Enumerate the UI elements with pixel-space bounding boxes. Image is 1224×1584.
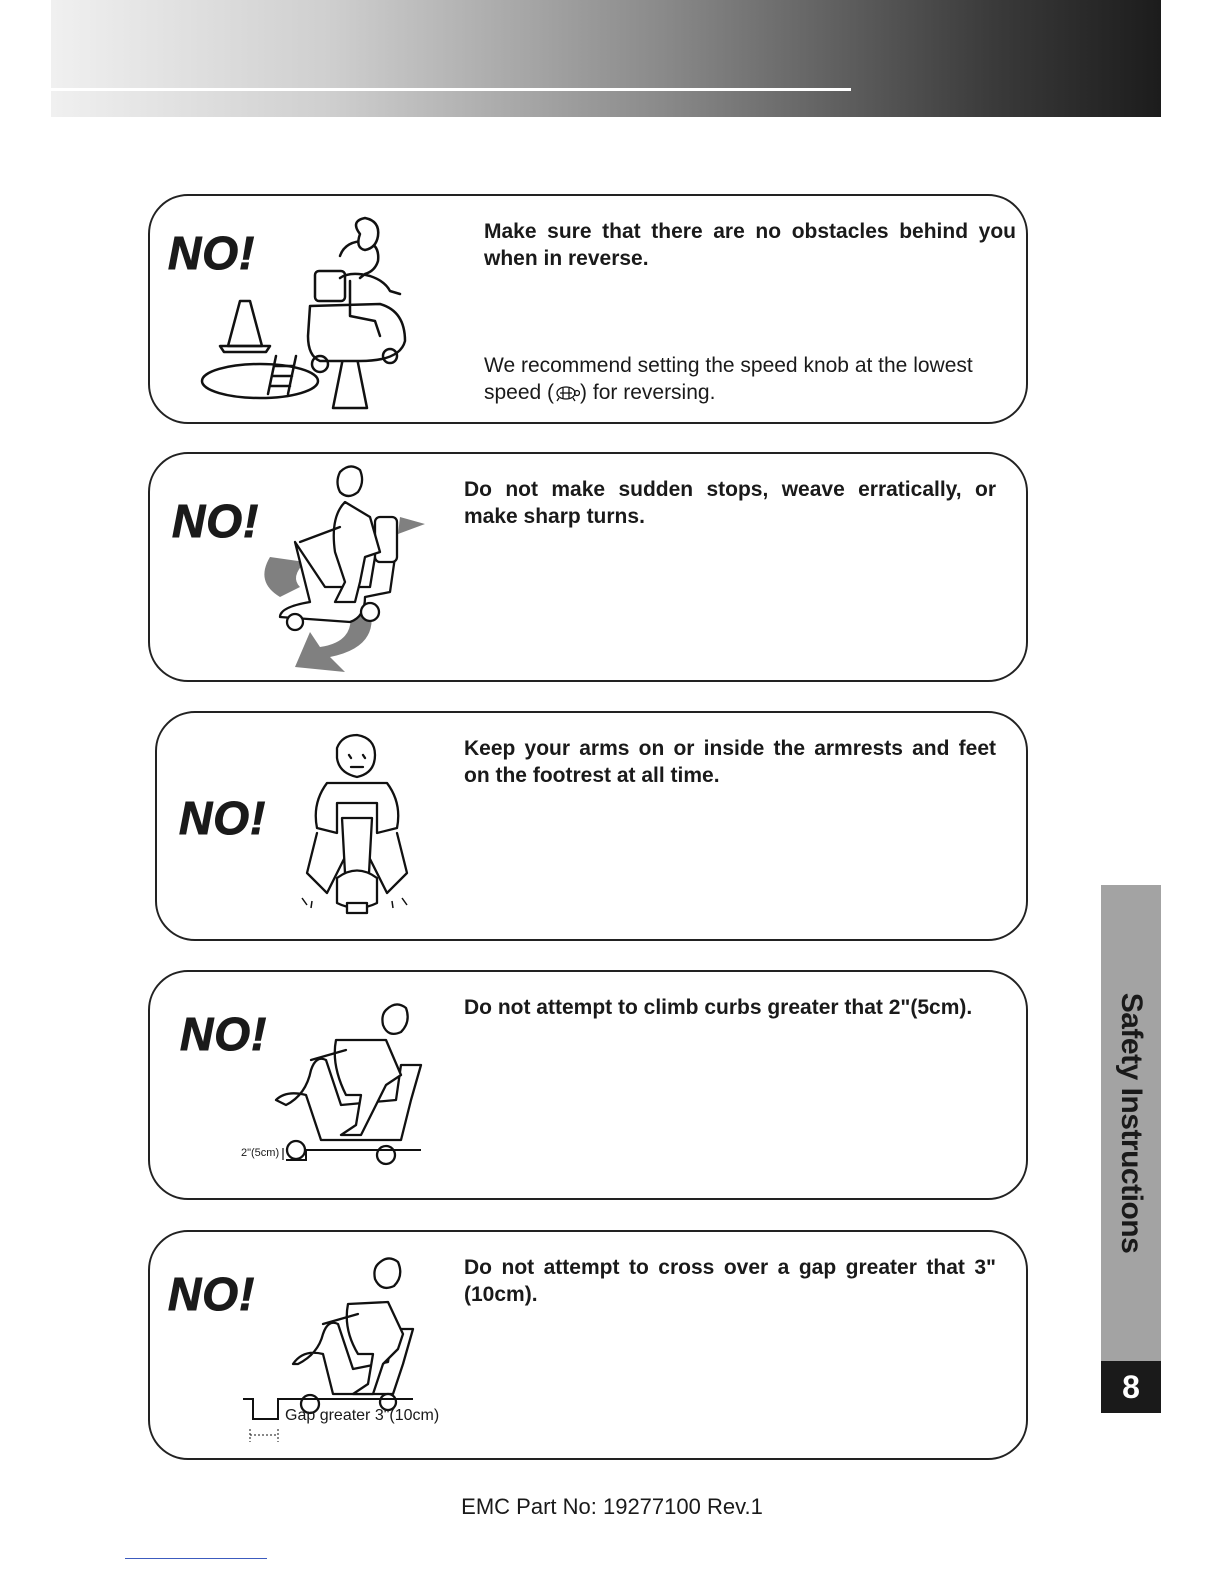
note-text-after: ) for reversing. [580,381,716,404]
no-badge: NO! [168,1268,256,1320]
warning-card-turns [148,452,1028,682]
warning-card-gap [148,1230,1028,1460]
header-divider [51,88,851,91]
no-badge: NO! [180,1008,268,1060]
curb-height-label: 2"(5cm) [241,1147,280,1159]
gap-label: Gap greater 3"(10cm) [285,1407,440,1424]
warning-text: Do not attempt to climb curbs greater that 2"(5cm). [464,996,973,1019]
warning-card-reverse [148,194,1028,424]
warning-text: Make sure that there are no obstacles behind you when in reverse. [484,220,1016,270]
note-text-before: We recommend setting the speed knob at the lowest speed ( [484,354,973,404]
no-badge: NO! [168,227,256,279]
warning-card-curbs [148,970,1028,1200]
section-title: Safety Instructions [1115,992,1148,1254]
no-badge: NO! [179,792,267,844]
sharp-turn-scooter-illustration [250,462,430,677]
header-band [51,0,1161,117]
curb-scooter-illustration [236,1000,426,1170]
warning-text: Keep your arms on or inside the armrests and feet on the footrest at all time. [464,737,996,787]
warning-text: Do not attempt to cross over a gap greater that 3"(10cm). [464,1256,996,1306]
footer-part-number: EMC Part No: 19277100 Rev.1 [461,1494,763,1519]
turtle-icon [554,383,580,403]
reverse-scooter-illustration [200,216,430,416]
warning-text: Do not make sudden stops, weave erratically, or make sharp turns. [464,478,996,528]
footer-underline [125,1558,267,1559]
warning-note [484,352,1016,406]
page-number: 8 [1101,1361,1161,1413]
arms-inside-scooter-illustration [297,733,417,918]
no-badge: NO! [172,495,260,547]
warning-card-arms [155,711,1028,941]
